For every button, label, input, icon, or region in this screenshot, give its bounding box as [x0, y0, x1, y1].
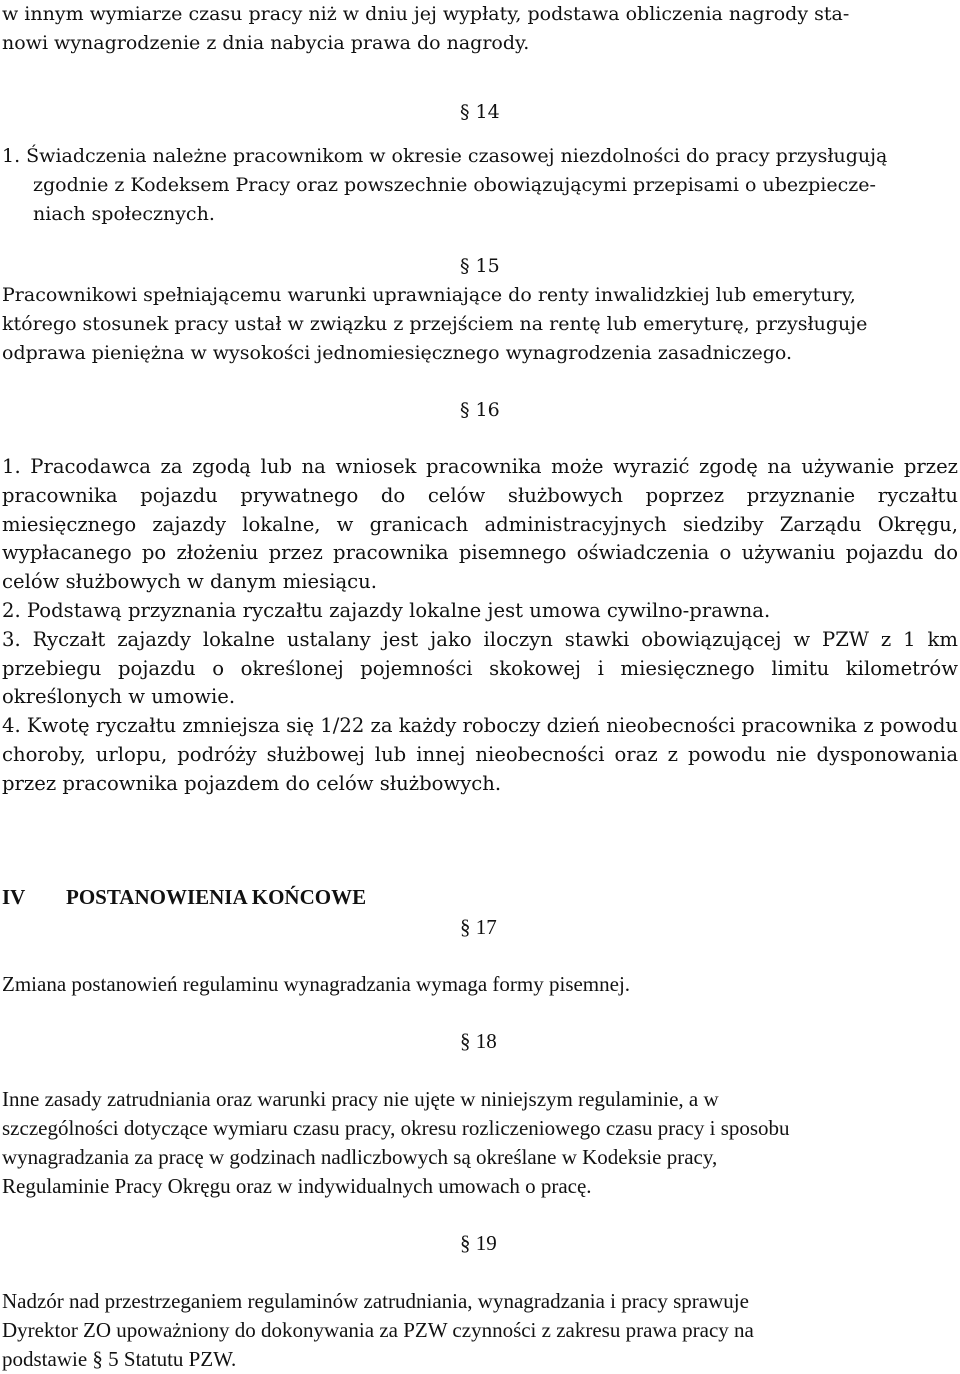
text-line: Dyrektor ZO upoważniony do dokonywania za PZW czynności z zakresu prawa pracy na [2, 1318, 754, 1342]
text-line: podstawie § 5 Statutu PZW. [2, 1347, 237, 1371]
section-sign-17: § 17 [460, 915, 497, 939]
chapter-number: IV [2, 885, 26, 909]
text-line: Nadzór nad przestrzeganiem regulaminów zatrudniania, wynagradzania i pracy sprawuje [2, 1289, 749, 1313]
section-16-body [2, 453, 958, 799]
section-16-point-4: 4. Kwotę ryczałtu zmniejsza się 1/22 za każdy roboczy dzień nieobecności pracownika z powodu choroby, urlopu, podróży służbowej lub innej nieobecności oraz z powodu nie dysponowania przez pracownika pojazdem do celów służbowych. [2, 714, 958, 795]
section-19-paragraph [2, 1287, 958, 1374]
text-line: Inne zasady zatrudniania oraz warunki pracy nie ujęte w niniejszym regulaminie, a w [2, 1087, 719, 1111]
section-18-paragraph [2, 1085, 958, 1201]
section-16-point-2: 2. Podstawą przyznania ryczałtu zajazdy lokalne jest umowa cywilno-prawna. [2, 598, 771, 622]
section-17-paragraph [2, 970, 958, 999]
text-line: odprawa pieniężna w wysokości jednomiesięcznego wynagrodzenia zasadniczego. [2, 342, 793, 364]
text-line: Pracownikowi spełniającemu warunki uprawniające do renty inwalidzkiej lub emerytury, [2, 284, 856, 306]
section-sign-15: § 15 [460, 255, 500, 277]
section-sign-19: § 19 [460, 1231, 497, 1255]
intro-paragraph [2, 0, 958, 58]
text-line: niach społecznych. [33, 203, 215, 225]
section-sign-14: § 14 [460, 101, 500, 123]
section-sign-16: § 16 [460, 399, 500, 421]
section-15-paragraph [2, 281, 958, 368]
section-16-point-1: 1. Pracodawca za zgodą lub na wniosek pracownika może wyrazić zgodę na używanie przez pracownika pojazdu prywatnego do celów służbowych poprzez przyznanie ryczałtu miesięcznego zajazdy lokalne, w granicach administracyjnych siedziby Zarządu Okręgu, wypłacanego po złożeniu przez pracownika pisemnego oświadczenia o używaniu pojazdu do celów służbowych w danym miesiącu. [2, 455, 958, 594]
text-line: którego stosunek pracy ustał w związku z przejściem na rentę lub emeryturę, przysługuje [2, 313, 868, 335]
text-line: Zmiana postanowień regulaminu wynagradzania wymaga formy pisemnej. [2, 972, 631, 996]
text-line: wynagradzania za pracę w godzinach nadliczbowych są określane w Kodeksie pracy, [2, 1145, 718, 1169]
section-14-paragraph [2, 142, 958, 229]
chapter-heading [2, 883, 366, 912]
chapter-title: POSTANOWIENIA KOŃCOWE [66, 885, 367, 909]
text-line: w innym wymiarze czasu pracy niż w dniu jej wypłaty, podstawa obliczenia nagrody sta- [2, 3, 850, 25]
text-line: zgodnie z Kodeksem Pracy oraz powszechnie obowiązującymi przepisami o ubezpiecze- [33, 174, 876, 196]
text-line: Regulaminie Pracy Okręgu oraz w indywidualnych umowach o pracę. [2, 1174, 592, 1198]
text-line: nowi wynagrodzenie z dnia nabycia prawa do nagrody. [2, 32, 530, 54]
section-sign-18: § 18 [460, 1029, 497, 1053]
section-16-point-3: 3. Ryczałt zajazdy lokalne ustalany jest jako iloczyn stawki obowiązującej w PZW z 1 km przebiegu pojazdu o określonej pojemności skokowej i miesięcznego limitu kilometrów określonych w umowie. [2, 627, 958, 709]
text-line: 1. Świadczenia należne pracownikom w okresie czasowej niezdolności do pracy przysługują [2, 145, 888, 167]
text-line: szczególności dotyczące wymiaru czasu pracy, okresu rozliczeniowego czasu pracy i sposobu [2, 1116, 790, 1140]
